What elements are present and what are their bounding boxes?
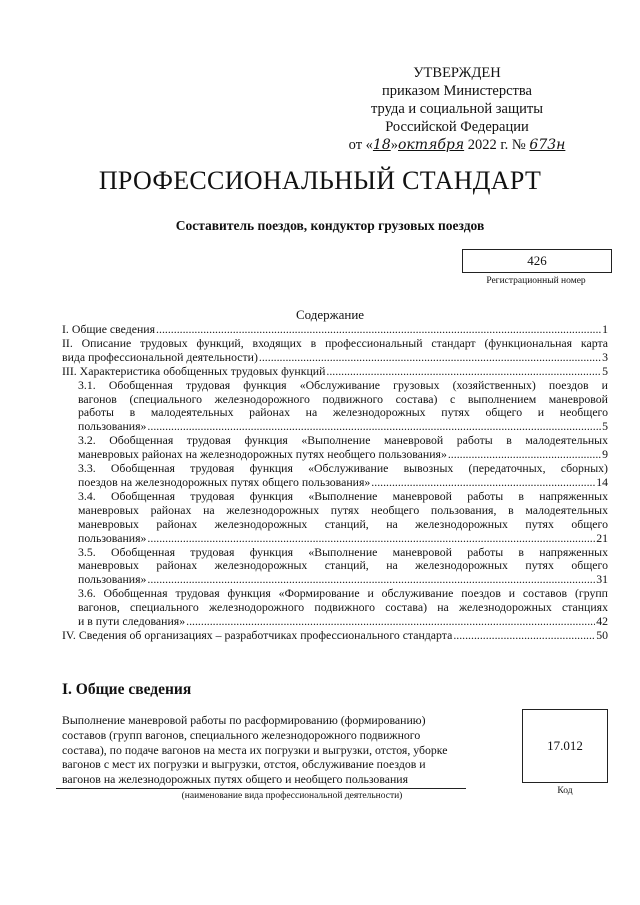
toc-entry-text: работы в малодеятельных районах на железнодорожных путях общего и необщего [78, 405, 608, 420]
toc-leader-dots [147, 420, 601, 434]
toc-entry-text: поездов на железнодорожных путях общего пользования» [78, 474, 371, 489]
toc-entry-text: 3.6. Обобщенная трудовая функция «Формирование и обслуживание поездов и составов (групп [78, 586, 608, 601]
page-title: ПРОФЕССИОНАЛЬНЫЙ СТАНДАРТ [98, 166, 542, 195]
toc-entry-text: вагонов (специального железнодорожного подвижного состава) с выполнением маневровой [78, 391, 608, 406]
toc-entry-s4[interactable] [62, 629, 608, 643]
toc-page-number: 9 [602, 447, 608, 462]
date-day-handwritten: 18 [372, 137, 391, 153]
activity-line: состава), по подаче вагонов на места их погрузки и выгрузки, отстоя, уборке [62, 742, 448, 757]
toc-entry-s2[interactable] [62, 337, 608, 365]
toc-entry-text: 3.5. Обобщенная трудовая функция «Выполнение маневровой работы в напряженных [78, 544, 608, 559]
activity-description [62, 713, 492, 787]
toc-page-number: 31 [596, 572, 608, 587]
toc-entry-text: I. Общие сведения [62, 322, 156, 336]
toc-entry-s1[interactable] [62, 323, 608, 337]
toc-entry-s3-3[interactable] [62, 462, 608, 490]
code-caption: Код [557, 786, 573, 796]
toc-entry-s3-1[interactable] [62, 379, 608, 435]
toc-entry-text: 3.1. Обобщенная трудовая функция «Обслуживание грузовых (хозяйственных) поездов и [78, 377, 608, 392]
toc-page-number: 5 [602, 419, 608, 434]
toc-entry-text: маневровых районах железнодорожных станций, на железнодорожных путях общего [78, 516, 608, 531]
approval-line3: труда и социальной защиты [371, 101, 543, 117]
approval-line2: приказом Министерства [382, 83, 532, 99]
toc-entry-text: III. Характеристика обобщенных трудовых функций [62, 363, 326, 378]
order-number-handwritten: 673н [529, 137, 566, 153]
toc-leader-dots [453, 629, 595, 643]
toc-entry-text: 3.4. Обобщенная трудовая функция «Выполнение маневровой работы в напряженных [78, 488, 608, 503]
toc-page-number: 42 [596, 614, 608, 629]
toc-leader-dots [147, 532, 595, 546]
toc-leader-dots [326, 365, 601, 379]
toc-entry-text: пользования» [78, 530, 147, 545]
approval-line1: УТВЕРЖДЕН [413, 65, 501, 81]
activity-line: вагонов на железнодорожных путях общего и необщего пользования [62, 772, 409, 787]
toc-entry-text: и в пути следования» [78, 614, 186, 629]
date-mid: » [390, 137, 398, 153]
toc-leader-dots [371, 476, 595, 490]
toc-leader-dots [186, 615, 595, 629]
approval-block [342, 64, 572, 154]
toc-entry-text: IV. Сведения об организациях – разработчиках профессионального стандарта [62, 627, 453, 642]
toc-leader-dots [259, 351, 601, 365]
toc-page-number: 21 [596, 530, 608, 545]
toc-entry-text: маневровых районах на железнодорожных путях необщего пользования» [78, 447, 447, 462]
activity-line: составов (групп вагонов, специального железнодорожного подвижного [62, 727, 421, 742]
toc-page-number: 50 [596, 627, 608, 642]
registration-number-box: 426 [462, 249, 612, 273]
toc-entry-text: пользования» [78, 419, 147, 434]
table-of-contents [62, 323, 608, 643]
activity-underline [56, 788, 466, 789]
registration-caption: Регистрационный номер [486, 276, 586, 286]
toc-entry-s3-5[interactable] [62, 546, 608, 588]
activity-line: вагонов с мест их погрузки и выгрузки, отстоя, обслуживание поездов и [62, 757, 426, 772]
toc-entry-text: маневровых районах на железнодорожных путях необщего пользования, в малодеятельных [78, 502, 608, 517]
toc-page-number: 3 [602, 349, 608, 364]
toc-entry-text: маневровых районах железнодорожных станций, на железнодорожных путях общего [78, 558, 608, 573]
activity-code-box: 17.012 [522, 709, 608, 783]
toc-leader-dots [448, 448, 601, 462]
toc-heading: Содержание [295, 307, 365, 322]
section-heading: I. Общие сведения [62, 681, 192, 698]
toc-entry-text: 3.3. Обобщенная трудовая функция «Обслуживание вывозных (передаточных, сборных) [78, 461, 608, 476]
toc-entry-s3[interactable] [62, 365, 608, 379]
toc-entry-s3-2[interactable] [62, 434, 608, 462]
toc-leader-dots [147, 573, 595, 587]
toc-entry-text: вагонов, специального железнодорожного подвижного состава) на железнодорожных станциях [78, 600, 608, 615]
date-prefix: от « [348, 137, 373, 153]
toc-leader-dots [156, 323, 601, 337]
date-year: 2022 г. № [467, 137, 526, 153]
activity-caption: (наименование вида профессиональной деятельности) [181, 791, 403, 801]
approval-date [342, 136, 572, 154]
toc-entry-s3-6[interactable] [62, 587, 608, 629]
toc-entry-s3-4[interactable] [62, 490, 608, 546]
toc-entry-text: вида профессиональной деятельности) [62, 349, 258, 364]
toc-page-number: 14 [596, 474, 608, 489]
standard-subtitle: Составитель поездов, кондуктор грузовых поездов [175, 218, 485, 233]
activity-line: Выполнение маневровой работы по расформированию (формированию) [62, 713, 426, 727]
toc-page-number: 5 [602, 363, 608, 378]
toc-page-number: 1 [602, 322, 608, 336]
toc-entry-text: 3.2. Обобщенная трудовая функция «Выполнение маневровой работы в малодеятельных [78, 433, 608, 448]
toc-entry-text: II. Описание трудовых функций, входящих в профессиональный стандарт (функциональная карта [62, 335, 608, 350]
toc-entry-text: пользования» [78, 572, 147, 587]
date-month-handwritten: октября [398, 137, 465, 153]
approval-line4: Российской Федерации [385, 119, 529, 135]
